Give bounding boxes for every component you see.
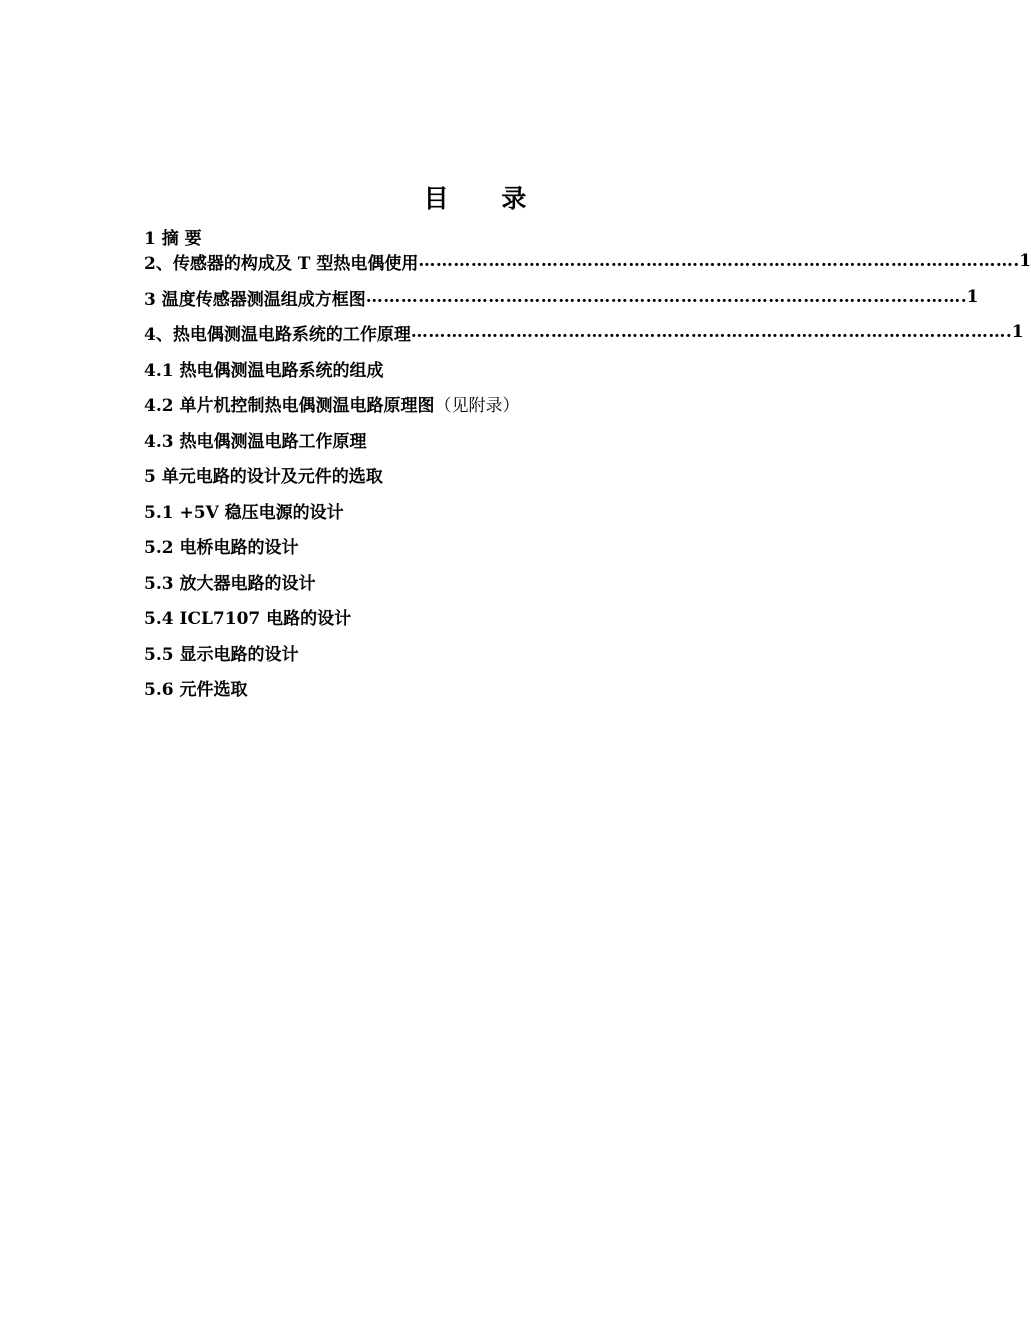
toc-entry-label: 5.6 元件选取 xyxy=(144,679,248,700)
toc-entry-label: 5.5 显示电路的设计 xyxy=(144,644,299,665)
toc-entry-4 xyxy=(144,318,1024,346)
toc-entry-label: 5 单元电路的设计及元件的选取 xyxy=(144,466,383,487)
toc-entry-13 xyxy=(144,638,299,666)
toc-page-number: .1 xyxy=(960,287,979,307)
toc-entry-label: 1 摘 要 xyxy=(144,228,202,249)
toc-entry-3 xyxy=(144,283,979,311)
toc-page-number: .1 xyxy=(1013,251,1031,271)
toc-entry-2 xyxy=(144,247,1031,275)
toc-page-number: .1 xyxy=(1005,322,1024,342)
toc-entry-12 xyxy=(144,602,351,630)
toc-entry-label: 5.2 电桥电路的设计 xyxy=(144,537,299,558)
toc-dot-leader: ………………………………………………………………………………………… xyxy=(410,322,1006,342)
toc-entry-label: 5.4 ICL7107 电路的设计 xyxy=(144,608,352,629)
toc-dot-leader: ………………………………………………………………………………………… xyxy=(418,251,1014,271)
toc-entry-label: 4.2 单片机控制热电偶测温电路原理图 xyxy=(144,395,435,416)
toc-title: 目 录 xyxy=(423,184,549,213)
toc-entry-label: 3 温度传感器测温组成方框图 xyxy=(144,289,366,310)
toc-entry-1 xyxy=(144,222,202,250)
toc-entry-9 xyxy=(144,496,344,524)
toc-entry-6 xyxy=(144,389,520,417)
toc-entry-label: 2、传感器的构成及 T 型热电偶使用 xyxy=(144,253,419,274)
toc-entry-label: 4.1 热电偶测温电路系统的组成 xyxy=(144,360,384,381)
toc-entry-label: 5.3 放大器电路的设计 xyxy=(144,573,316,594)
toc-entry-11 xyxy=(144,567,316,595)
toc-dot-leader: ………………………………………………………………………………………… xyxy=(365,287,961,307)
toc-entry-label: 4、热电偶测温电路系统的工作原理 xyxy=(144,324,411,345)
toc-entry-7 xyxy=(144,425,367,453)
toc-entry-14 xyxy=(144,673,248,701)
toc-entry-note: （见附录） xyxy=(434,395,520,416)
toc-entry-label: 4.3 热电偶测温电路工作原理 xyxy=(144,431,367,452)
toc-entry-8 xyxy=(144,460,383,488)
toc-entry-label: 5.1 +5V 稳压电源的设计 xyxy=(144,502,344,523)
toc-entry-10 xyxy=(144,531,299,559)
toc-entry-5 xyxy=(144,354,384,382)
